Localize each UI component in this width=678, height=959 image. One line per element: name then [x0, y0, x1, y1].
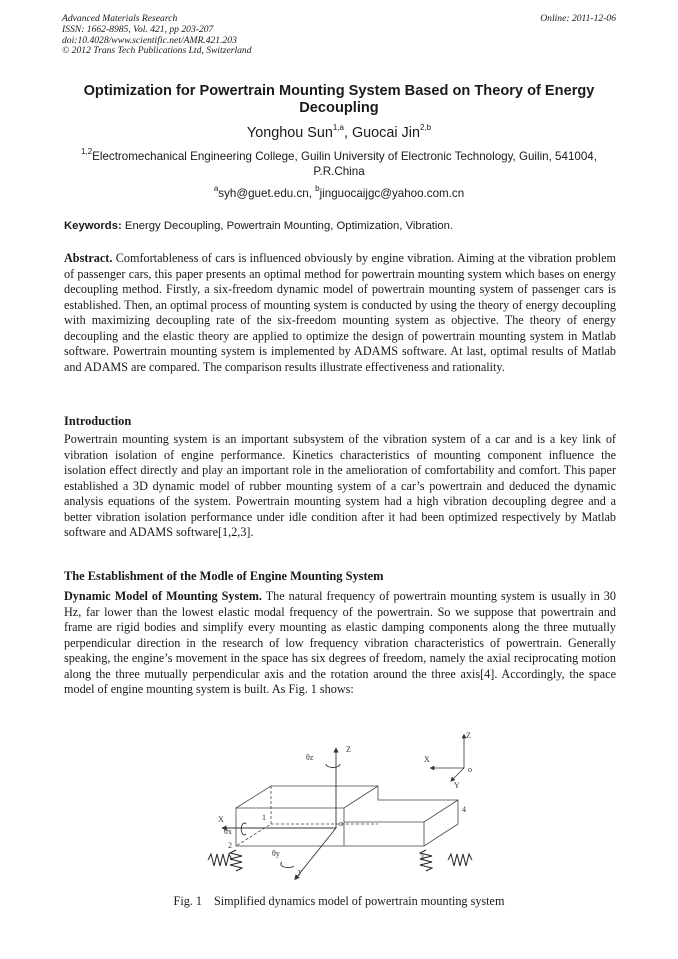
- author-affiliation-mark: 1,a: [332, 123, 344, 133]
- email-mark: a: [213, 184, 219, 194]
- email-line: [62, 186, 616, 201]
- online-date: Online: 2011-12-06: [540, 13, 616, 24]
- affiliation-text: Electromechanical Engineering College, Guilin University of Electronic Technology, Guilin, 541004, P.R.China: [92, 150, 597, 178]
- subsection-label: Dynamic Model of Mounting System.: [64, 589, 262, 603]
- theta-y-arrow: [281, 862, 294, 868]
- spring-vertical: [230, 850, 242, 871]
- email-a: syh@guet.edu.cn,: [218, 187, 316, 200]
- figure-1-diagram: [196, 728, 486, 888]
- email-mark: b: [315, 184, 320, 194]
- spring-horizontal: [208, 854, 232, 866]
- block-step-edge: [344, 800, 458, 822]
- abstract-label: Abstract.: [64, 251, 113, 265]
- coordinate-axes: [224, 750, 340, 878]
- author-affiliation-mark: 2,b: [419, 123, 432, 133]
- block-top-edge: [236, 786, 378, 808]
- copyright-line: © 2012 Trans Tech Publications Ltd, Switzerland: [62, 45, 252, 57]
- issn-line: ISSN: 1662-8985, Vol. 421, pp 203-207: [62, 23, 214, 35]
- mount-label: 1: [262, 813, 266, 822]
- section-heading-establishment: The Establishment of the Modle of Engine Mounting System: [64, 569, 384, 583]
- introduction-paragraph: Powertrain mounting system is an important subsystem of the vibration system of a car and is a key link of vibration isolation of engine performance. Kinetics characteristics of mounting component influence the isolation effect directly and play an important role in the amelioration of comfortability and comfort. This paper established a 3D dynamic model of rubber mounting system of a car’s powertrain and deduced the dynamic analysis equations of the system. Powertrain mounting system had a high vibration decoupling degree and a better vibration isolation performance under idle condition after it had been optimized respectively by Matlab software and ADAMS software[1,2,3].: [64, 432, 616, 539]
- label-y: y: [298, 867, 302, 876]
- affiliation-mark: 1,2: [81, 147, 93, 157]
- label-theta-x: θx: [224, 827, 232, 836]
- abstract: [64, 251, 616, 375]
- theta-z-arrow: [326, 764, 340, 768]
- author-separator: ,: [343, 125, 352, 141]
- spring-horizontal: [448, 854, 472, 866]
- y-axis: [296, 828, 336, 878]
- caption-number: Fig. 1: [173, 894, 202, 908]
- reference-axes: [432, 736, 464, 780]
- theta-x-arrow: [241, 823, 246, 835]
- keywords-text: Energy Decoupling, Powertrain Mounting, Optimization, Vibration.: [121, 220, 454, 232]
- mount-label: 4: [462, 805, 466, 814]
- label-z: Z: [346, 745, 351, 754]
- abstract-text: Comfortableness of cars is influenced obviously by engine vibration. Aiming at the vibration problem of passenger cars, this paper presents an optimal method for powertrain mounting system which bases on energy decoupling method. Firstly, a six-freedom dynamic model of powertrain mounting system of passenger cars is established. Then, an optimal process of mounting system is conducted by using the theory of energy decoupling with maximizing decoupling rate of the six-freedom mounting system as objective. The theory of energy decoupling and the elastic theory are applied to optimize the design of powertrain mounting system in Matlab software. Powertrain mounting system is implemented by ADAMS software. At last, optimal results of Matlab and ADAMS are compared. The comparison results illustrate effectiveness and rationality.: [64, 251, 616, 374]
- ref-y-axis: [452, 768, 464, 780]
- label-theta-y: θy: [272, 849, 280, 858]
- dynamic-model-text: The natural frequency of powertrain mounting system is usually in 30 Hz, far lower than the lowest elastic modal frequency of the powertrain. So we suppose that powertrain and frame are rigid bodies and simplify every mounting as elastic damping components along the three mutually perpendicular direction in the research of low frequency vibration characteristics of powertrain. Generally speaking, the engine’s movement in the space has six degrees of freedom, namely the axial reciprocating motion along the three mutually perpendicular axis and the rotation around the three axis[4]. Accordingly, the space model of engine mounting system is built. As Fig. 1 shows:: [64, 589, 616, 696]
- author-name: Yonghou Sun: [246, 125, 333, 141]
- keywords: [64, 219, 616, 234]
- label-theta-z: θz: [306, 753, 314, 762]
- journal-name: Advanced Materials Research: [62, 13, 178, 24]
- ref-label-x: X: [424, 755, 430, 764]
- figure-caption: [62, 894, 616, 909]
- mount-springs: [208, 850, 472, 871]
- mount-label: 3: [420, 853, 424, 862]
- paper-title: Optimization for Powertrain Mounting System Based on Theory of Energy Decoupling: [83, 83, 595, 116]
- caption-text: Simplified dynamics model of powertrain mounting system: [214, 894, 505, 908]
- block-outline: [236, 786, 458, 846]
- ref-label-z: Z: [466, 731, 471, 740]
- dynamic-model-paragraph: [64, 589, 616, 698]
- label-x: X: [218, 815, 224, 824]
- author-name: Guocai Jin: [351, 125, 420, 141]
- section-heading-introduction: Introduction: [64, 414, 132, 428]
- email-b: jinguocaijgc@yahoo.com.cn: [319, 187, 465, 200]
- label-origin: o: [339, 819, 343, 828]
- keywords-label: Keywords:: [64, 220, 122, 232]
- ref-label-origin: o: [468, 765, 472, 774]
- powertrain-block: [236, 786, 458, 846]
- ref-label-y: Y: [454, 781, 460, 790]
- author-line: [62, 124, 616, 142]
- doi-line: doi:10.4028/www.scientific.net/AMR.421.203: [62, 34, 237, 46]
- mount-label: 2: [228, 841, 232, 850]
- affiliation: [62, 149, 616, 179]
- journal-header: [62, 14, 616, 57]
